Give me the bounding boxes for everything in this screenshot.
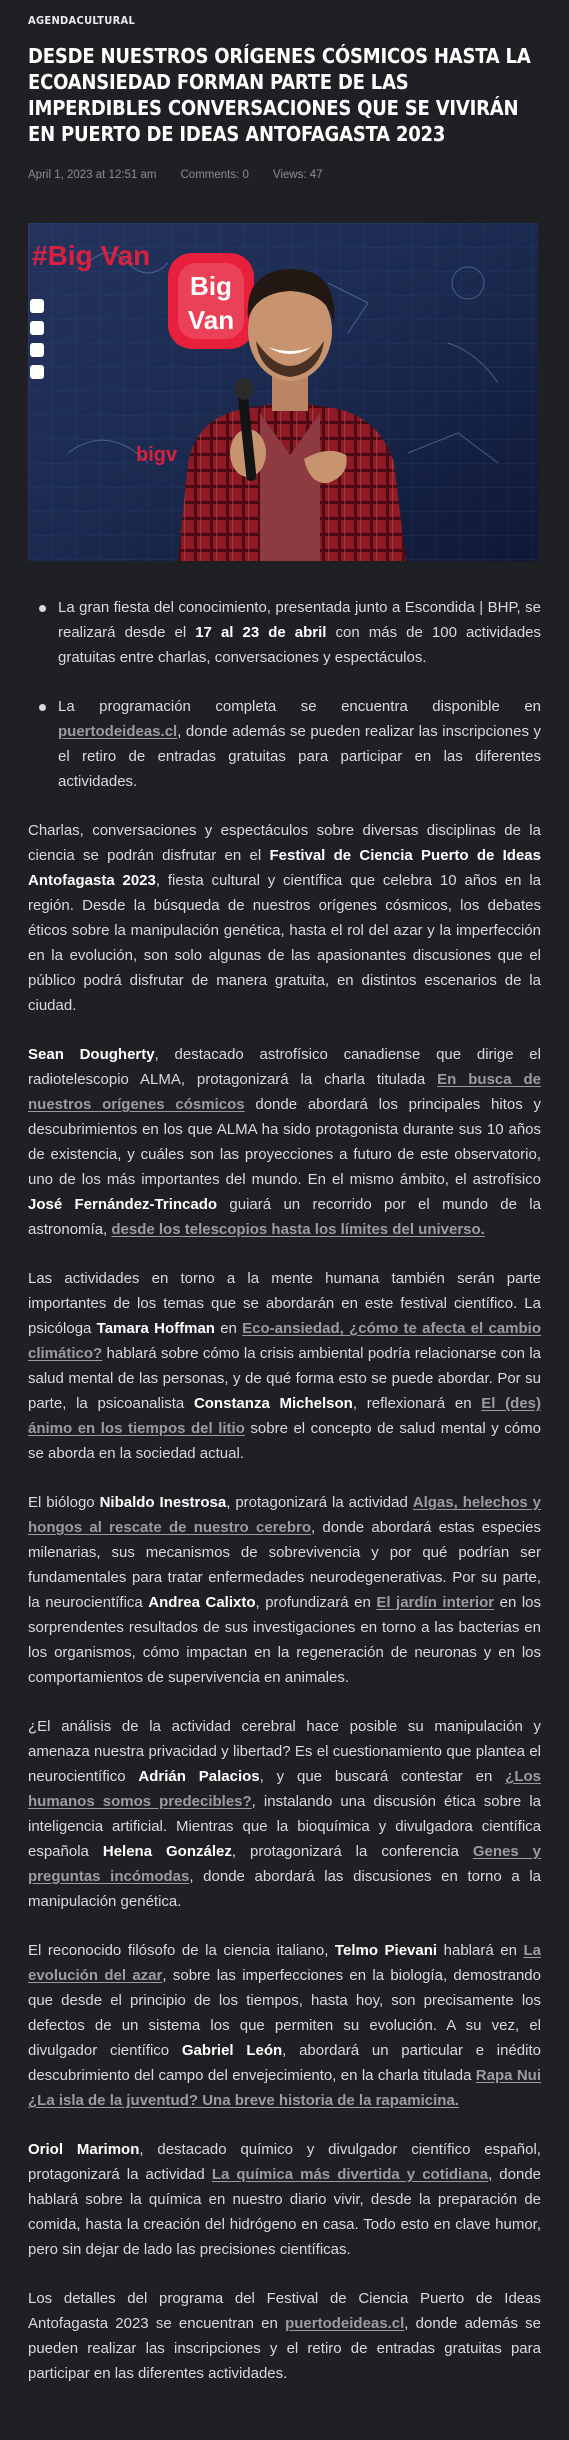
logo-text-van: Van <box>187 305 235 335</box>
talk-link-jardin[interactable]: El jardín interior <box>376 1594 495 1611</box>
article-title: DESDE NUESTROS ORÍGENES CÓSMICOS HASTA LA ECOANSIEDAD FORMAN PARTE DE LAS IMPERDIBLES CONVERSACIONES QUE SE VIVIRÁN EN PUERTO DE IDEAS ANTOFAGASTA 2023 <box>28 44 531 146</box>
talk-link-origenes[interactable]: En busca de nuestros orígenes cósmicos <box>28 1071 542 1113</box>
paragraph-astronomy: Sean Dougherty, destacado astrofísico canadiense que dirige el radiotelescopio ALMA, protagonizará la charla titulada En busca de nuestros orígenes cósmicos donde abordará los principales hitos y descubrimientos en los que ALMA ha sido protagonista durante sus 10 años de existencia, y cuáles son las proyecciones a futuro de este observatorio, uno de los más importantes del mundo. En el mismo ámbito, el astrofísico José Fernández-Trincado guiará un recorrido por el mundo de la astronomía, desde los telescopios hasta los límites del universo. <box>28 1046 542 1238</box>
talk-link-ecoansiedad[interactable]: Eco-ansiedad, ¿cómo te afecta el cambio climático? <box>28 1320 541 1362</box>
paragraph-evolution: El reconocido filósofo de la ciencia italiano, Telmo Pievani hablará en La evolución del azar, sobre las imperfecciones en la biología, demostrando que desde el principio de los tiempos, hasta hoy, son precisamente los defectos de un sistema los que permiten su evolución. A su vez, el divulgador científico Gabriel León, abordará un particular e inédito descubrimiento del campo del envejecimiento, en la charla titulada Rapa Nui ¿La isla de la juventud? Una breve historia de la rapamicina. <box>28 1942 541 2109</box>
paragraph-chemistry: Oriol Marimon, destacado químico y divulgador científico español, protagonizará la actividad La química más divertida y cotidiana, donde hablará sobre la química en nuestro diario vivir, desde la preparación de comida, hasta la creación del hidrógeno en casa. Todo esto en clave humor, pero sin dejar de lado las precisiones científicas. <box>28 2141 542 2258</box>
hero-sign-text: #Big Van <box>32 240 151 271</box>
list-item: La programación completa se encuentra disponible en puertodeideas.cl, donde además se pueden realizar las inscripciones y el retiro de entradas gratuitas para participar en las diferentes actividades. <box>58 694 541 794</box>
paragraph-biology: El biólogo Nibaldo Inestrosa, protagonizará la actividad Algas, helechos y hongos al rescate de nuestro cerebro, donde abordará estas especies milenarias, sus mecanismos de sobrevivencia y por qué podrían ser fundamentales para tratar enfermedades neurodegenerativas. Por su parte, la neurocientífica Andrea Calixto, profundizará en El jardín interior en los sorprendentes resultados de sus investigaciones en torno a las bacterias en los organismos, cómo impactan en la regeneración de neuronas y en los comportamientos de supervivencia en animales. <box>28 1494 542 1686</box>
post-date: April 1, 2023 at 12:51 am <box>28 169 157 181</box>
hero-caption-text: bigv <box>136 444 178 466</box>
talk-link-predecibles[interactable]: ¿Los humanos somos predecibles? <box>28 1768 541 1810</box>
talk-link-litio[interactable]: El (des) ánimo en los tiempos del litio <box>28 1395 541 1437</box>
talk-link-genes[interactable]: Genes y preguntas incómodas <box>28 1843 541 1885</box>
event-logo <box>168 253 254 349</box>
views-count: Views: 47 <box>272 169 323 181</box>
highlights-list <box>28 595 541 794</box>
talk-link-algas[interactable]: Algas, helechos y hongos al rescate de nuestro cerebro <box>28 1494 542 1536</box>
talk-link-telescopios[interactable]: desde los telescopios hasta los límites del universo. <box>111 1221 485 1238</box>
list-item: La gran fiesta del conocimiento, presentada junto a Escondida | BHP, se realizará desde el 17 al 23 de abril con más de 100 actividades gratuitas entre charlas, conversaciones y espectáculos. <box>58 595 541 670</box>
logo-text-big: Big <box>190 271 232 301</box>
talk-link-azar[interactable]: La evolución del azar <box>28 1942 541 1984</box>
paragraph-mind: Las actividades en torno a la mente humana también serán parte importantes de los temas que se abordarán en este festival científico. La psicóloga Tamara Hoffman en Eco-ansiedad, ¿cómo te afecta el cambio climático? hablará sobre cómo la crisis ambiental podría relacionarse con la salud mental de las personas, y de qué forma esto se puede abordar. Por su parte, la psicoanalista Constanza Michelson, reflexionará en El (des) ánimo en los tiempos del litio sobre el concepto de salud mental y cómo se aborda en la sociedad actual. <box>28 1270 541 1462</box>
comments-count[interactable]: Comments: 0 <box>180 169 249 181</box>
talk-link-rapanui[interactable]: Rapa Nui ¿La isla de la juventud? Una breve historia de la rapamicina. <box>28 2067 541 2109</box>
paragraph-ethics: ¿El análisis de la actividad cerebral hace posible su manipulación y amenaza nuestra privacidad y libertad? Es el cuestionamiento que plantea el neurocientífico Adrián Palacios, y que buscará contestar en ¿Los humanos somos predecibles?, instalando una discusión ética sobre la inteligencia artificial. Mientras que la bioquímica y divulgadora científica española Helena González, protagonizará la conferencia Genes y preguntas incómodas, donde abordará las discusiones en torno a la manipulación genética. <box>28 1718 541 1910</box>
paragraph-closing: Los detalles del programa del Festival de Ciencia Puerto de Ideas Antofagasta 2023 se encuentran en puertodeideas.cl, donde además se pueden realizar las inscripciones y el retiro de entradas gratuitas para participar en las diferentes actividades. <box>28 2290 541 2382</box>
site-link[interactable]: puertodeideas.cl <box>285 2315 405 2332</box>
category-link[interactable]: AGENDACULTURAL <box>28 14 136 27</box>
site-link[interactable]: puertodeideas.cl <box>58 723 178 740</box>
paragraph-intro: Charlas, conversaciones y espectáculos sobre diversas disciplinas de la ciencia se podrán disfrutar en el Festival de Ciencia Puerto de Ideas Antofagasta 2023, fiesta cultural y científica que celebra 10 años en la región. Desde la búsqueda de nuestros orígenes cósmicos, los debates éticos sobre la manipulación genética, hasta el rol del azar y la imperfección en la evolución, son solo algunas de las apasionantes discusiones que el público podrá disfrutar de manera gratuita, en distintos escenarios de la ciudad. <box>28 822 541 1014</box>
talk-link-quimica[interactable]: La química más divertida y cotidiana <box>211 2166 489 2183</box>
article-meta <box>28 169 541 181</box>
hero-image <box>28 223 538 561</box>
